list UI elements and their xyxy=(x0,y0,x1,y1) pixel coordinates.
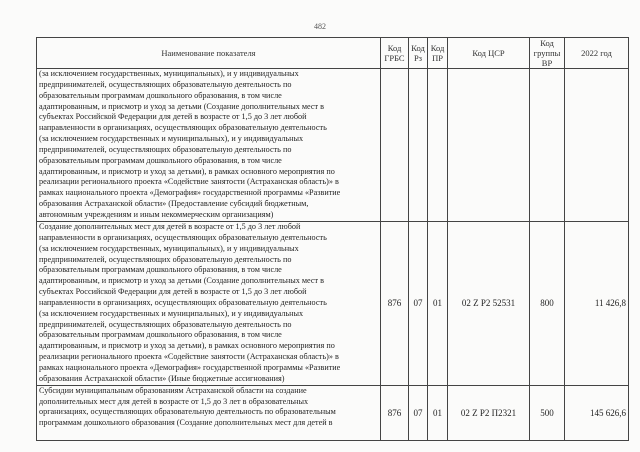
indicator-name: Субсидии муниципальным образованиям Астраханской области на создание дополнительных мест для детей в возрасте от 1,5 до 3 лет в образовательных организациях, осуществляющих образовательную деятельность по образовательным программам дошкольного образования (Создание дополнительных мест для детей в xyxy=(37,385,381,440)
pr-code xyxy=(428,69,448,222)
pr-code: 01 xyxy=(428,222,448,386)
grbs-code: 876 xyxy=(381,385,409,440)
csr-code xyxy=(448,69,530,222)
column-header-name: Наименование показателя xyxy=(37,38,381,69)
page-number: 482 xyxy=(314,22,326,31)
amount-2022 xyxy=(565,69,629,222)
vr-code: 500 xyxy=(530,385,565,440)
vr-code: 800 xyxy=(530,222,565,386)
pr-code: 01 xyxy=(428,385,448,440)
table-row xyxy=(37,385,629,440)
column-header-grbs: Код ГРБС xyxy=(381,38,409,69)
column-header-vr: Код группы ВР xyxy=(530,38,565,69)
vr-code xyxy=(530,69,565,222)
rz-code xyxy=(409,69,428,222)
grbs-code: 876 xyxy=(381,222,409,386)
grbs-code xyxy=(381,69,409,222)
rz-code: 07 xyxy=(409,222,428,386)
header-row xyxy=(37,38,629,69)
rz-code: 07 xyxy=(409,385,428,440)
table-row xyxy=(37,222,629,386)
table-row xyxy=(37,69,629,222)
csr-code: 02 Z P2 52531 xyxy=(448,222,530,386)
column-header-rz: Код Рз xyxy=(409,38,428,69)
column-header-pr: Код ПР xyxy=(428,38,448,69)
column-header-csr: Код ЦСР xyxy=(448,38,530,69)
amount-2022: 145 626,6 xyxy=(565,385,629,440)
budget-table xyxy=(36,37,629,441)
indicator-name: Создание дополнительных мест для детей в возрасте от 1,5 до 3 лет любой направленности в организациях, осуществляющих образовательную деятельность (за исключением государственных, муниципальных), и у индивидуальных предпринимателей, осуществляющих образовательную деятельность по образовательным программам дошкольного образования, в том числе адаптированным, и присмотр и уход за детьми (Создание дополнительных мест в субъектах Российской Федерации для детей в возрасте от 1,5 до 3 лет любой направленности в организациях, осуществляющих образовательную деятельность (за исключением государственных и муниципальных), и у индивидуальных предпринимателей, осуществляющих образовательную деятельность по образовательным программам дошкольного образования, в том числе адаптированным, и присмотр и уход за детьми), в рамках основного мероприятия по реализации регионального проекта «Содействие занятости (Астраханская область)» в рамках национального проекта «Демография» государственной программы «Развитие образования Астраханской области» (Иные бюджетные ассигнования) xyxy=(37,222,381,386)
indicator-name: (за исключением государственных, муниципальных), и у индивидуальных предпринимателей, осуществляющих образовательную деятельность по образовательным программам дошкольного образования, в том числе адаптированным, и присмотр и уход за детьми (Создание дополнительных мест в субъектах Российской Федерации для детей в возрасте от 1,5 до 3 лет любой направленности в организациях, осуществляющих образовательную деятельность (за исключением государственных и муниципальных), и у индивидуальных предпринимателей, осуществляющих образовательную деятельность по образовательным программам дошкольного образования, в том числе адаптированным, и присмотр и уход за детьми), в рамках основного мероприятия по реализации регионального проекта «Содействие занятости (Астраханская область)» в рамках национального проекта «Демография» государственной программы «Развитие образования Астраханской области» (Предоставление субсидий бюджетным, автономным учреждениям и иным некоммерческим организациям) xyxy=(37,69,381,222)
amount-2022: 11 426,8 xyxy=(565,222,629,386)
column-header-year: 2022 год xyxy=(565,38,629,69)
csr-code: 02 Z P2 П2321 xyxy=(448,385,530,440)
